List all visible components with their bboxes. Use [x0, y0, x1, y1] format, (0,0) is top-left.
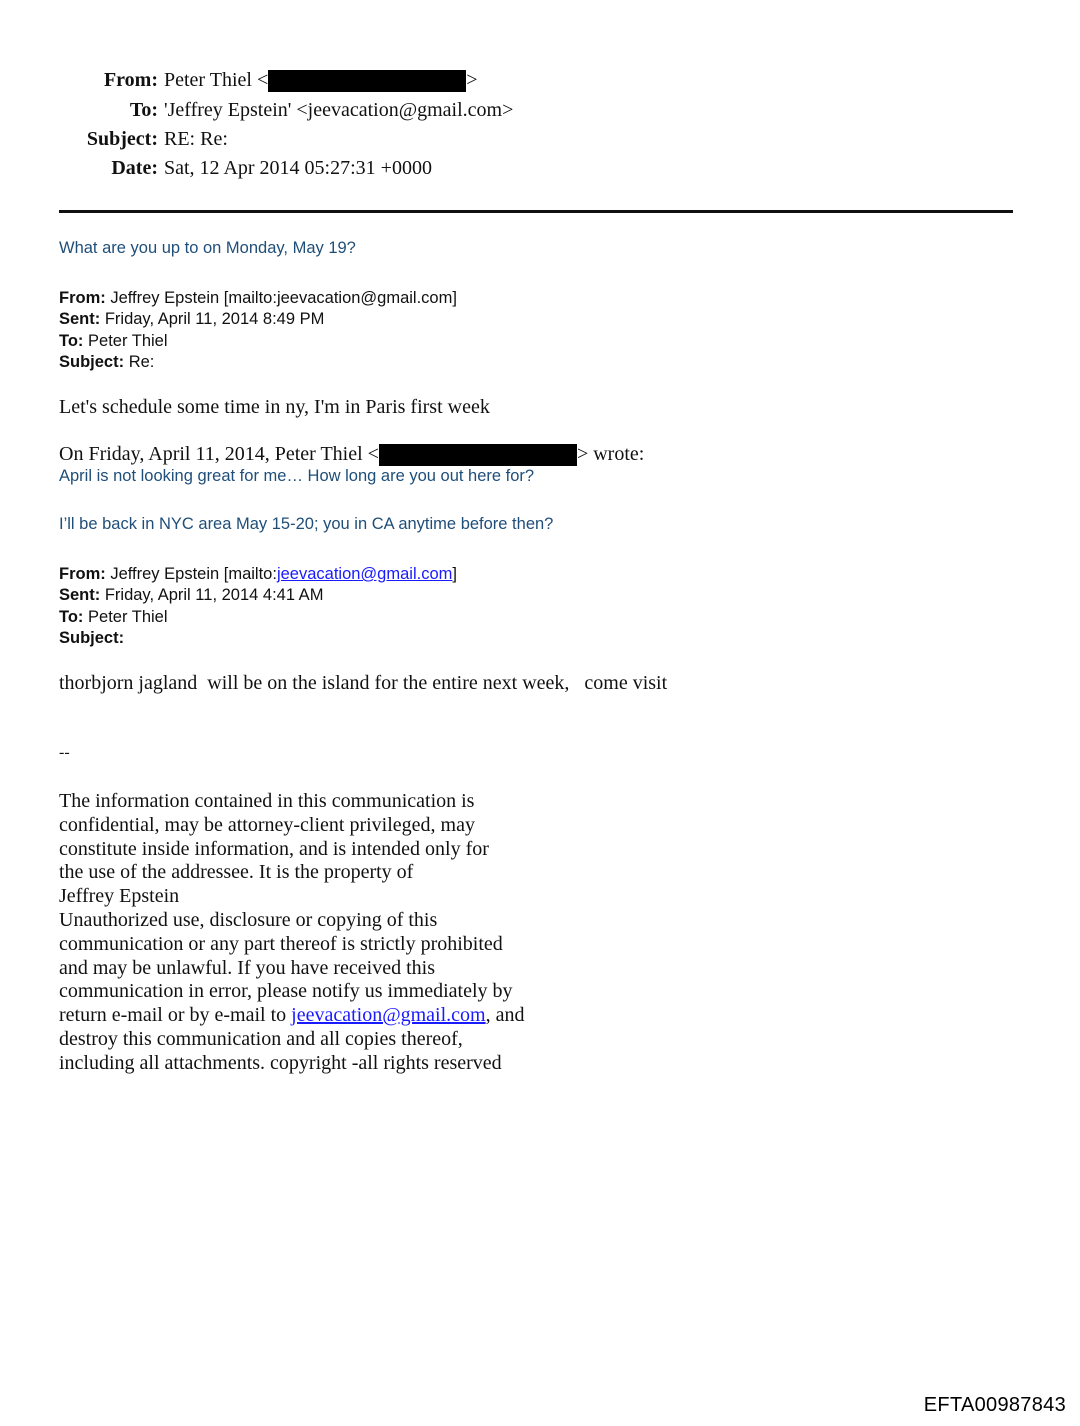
header-from-close: > [466, 69, 478, 91]
quoted2-to-value: Peter Thiel [88, 607, 168, 626]
header-subject-value: RE: Re: [164, 128, 228, 150]
reply2-line-2: I’ll be back in NYC area May 15-20; you in CA anytime before then? [59, 515, 554, 533]
header-to-row [0, 96, 1080, 124]
quoted2-sent-label: Sent: [59, 586, 101, 605]
quoted1-body: Let's schedule some time in ny, I'm in Paris first week [59, 396, 490, 418]
header-subject-label: Subject: [86, 128, 158, 150]
quoted2-to-label: To: [59, 607, 84, 626]
disclaimer-line: destroy this communication and all copies thereof, [59, 1027, 463, 1050]
disclaimer-link-line [59, 1004, 524, 1028]
confidentiality-disclaimer [59, 790, 524, 1076]
quoted1-sent-row [59, 309, 457, 330]
header-from-row [0, 66, 1080, 94]
quoted1-from-label: From: [59, 289, 106, 307]
disclaimer-line: the use of the addressee. It is the property of [59, 861, 414, 884]
disclaimer-line: and may be unlawful. If you have received this [59, 956, 435, 979]
quoted1-from-row [59, 288, 457, 309]
quoted1-sent-label: Sent: [59, 310, 101, 329]
quoted2-subject-label: Subject: [59, 628, 125, 647]
reply-body: What are you up to on Monday, May 19? [59, 239, 356, 257]
quoted2-sent-value: Friday, April 11, 2014 4:41 AM [104, 586, 324, 605]
quoted1-subject-row [59, 352, 457, 373]
quoted-header-1 [59, 288, 457, 373]
header-date-value: Sat, 12 Apr 2014 05:27:31 +0000 [164, 157, 432, 179]
quoted2-from-row [59, 564, 457, 585]
disclaimer-line: The information contained in this communication is [59, 790, 475, 812]
header-date-label: Date: [111, 157, 158, 179]
quoted2-email-link[interactable]: jeevacation@gmail.com [276, 565, 453, 583]
redaction-bar [268, 70, 466, 92]
signature-separator: -- [59, 744, 70, 761]
disclaimer-line: Unauthorized use, disclosure or copying of this [59, 908, 438, 931]
disclaimer-line: communication or any part thereof is strictly prohibited [59, 932, 503, 955]
quoted1-to-value: Peter Thiel [88, 331, 168, 350]
quoted2-subject-row [59, 628, 457, 649]
disclaimer-line: communication in error, please notify us immediately by [59, 980, 513, 1003]
quoted2-from-label: From: [59, 565, 106, 583]
disclaimer-link-prefix: return e-mail or by e-mail to [59, 1004, 292, 1027]
attribution-suffix: > wrote: [576, 443, 645, 465]
quoted1-to-label: To: [59, 331, 84, 350]
quoted1-subject-label: Subject: [59, 352, 125, 371]
quoted2-from-suffix: ] [452, 565, 457, 583]
header-divider [59, 210, 1013, 213]
disclaimer-line: including all attachments. copyright -all rights reserved [59, 1051, 502, 1074]
reply2-line-1: April is not looking great for me… How long are you out here for? [59, 467, 535, 485]
attribution-line [59, 443, 644, 466]
document-id-stamp: EFTA00987843 [923, 1394, 1066, 1416]
quoted-header-2 [59, 564, 457, 649]
disclaimer-line: confidential, may be attorney-client privileged, may [59, 813, 475, 836]
disclaimer-line: constitute inside information, and is intended only for [59, 837, 489, 860]
header-subject-row [0, 125, 1080, 153]
quoted1-from-value: Jeffrey Epstein [mailto:jeevacation@gmail.com] [110, 289, 457, 307]
header-date-row [0, 154, 1080, 182]
header-to-label: To: [129, 99, 158, 121]
disclaimer-email-link[interactable]: jeevacation@gmail.com [291, 1004, 486, 1027]
quoted1-sent-value: Friday, April 11, 2014 8:49 PM [104, 310, 325, 329]
disclaimer-line: Jeffrey Epstein [59, 885, 180, 908]
quoted2-sent-row [59, 585, 457, 606]
quoted2-from-prefix: Jeffrey Epstein [mailto: [110, 565, 277, 583]
quoted2-body: thorbjorn jagland will be on the island for the entire next week, come visit [59, 672, 668, 694]
quoted2-to-row [59, 607, 457, 628]
disclaimer-link-suffix: , and [485, 1004, 525, 1027]
attribution-prefix: On Friday, April 11, 2014, Peter Thiel < [59, 443, 379, 465]
header-from-label: From: [103, 69, 158, 91]
header-from-name: Peter Thiel < [164, 69, 269, 91]
redaction-bar [379, 444, 577, 466]
header-from-value [164, 66, 478, 94]
quoted1-subject-value: Re: [128, 352, 155, 371]
header-to-value: 'Jeffrey Epstein' <jeevacation@gmail.com> [164, 99, 514, 121]
quoted1-to-row [59, 331, 457, 352]
